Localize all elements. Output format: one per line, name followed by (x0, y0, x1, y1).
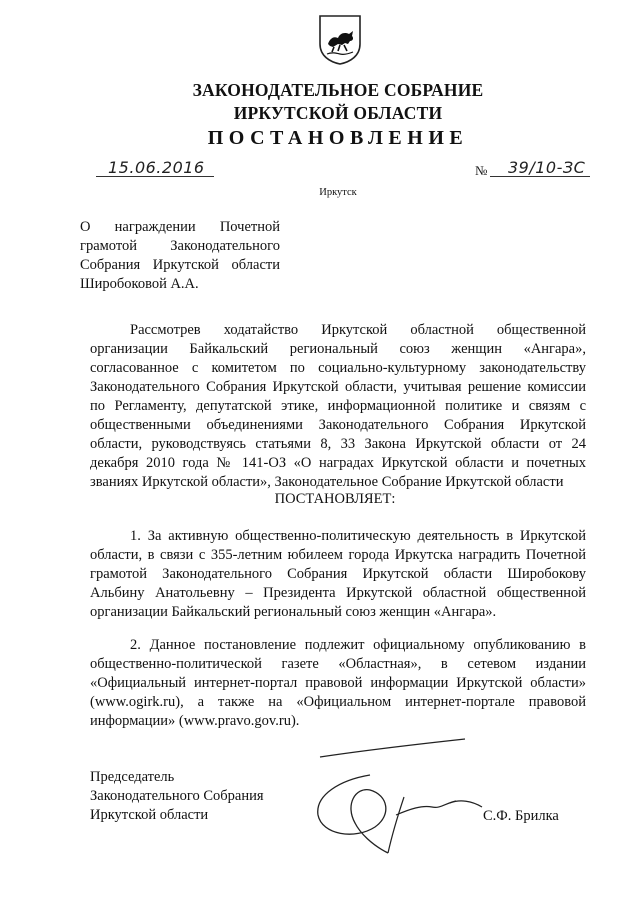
signatory-title (90, 768, 264, 825)
document-subject: О награждении Почетной грамотой Законодательного Собрания Иркутской области Широбоковой А.А. (80, 219, 280, 292)
resolution-item-1: 1. За активную общественно-политическую деятельность в Иркутской области, в связи с 355-летним юбилеем города Иркутска наградить Почетной грамотой Законодательного Собрания Иркутской области Широбокову Альбину Анатольевну – Президента Иркутской областной общественной организации Байкальский региональный союз женщин «Ангара». (90, 528, 586, 620)
signatory-title-line2: Законодательного Собрания (90, 788, 264, 804)
document-type-title: ПОСТАНОВЛЕНИЕ (207, 127, 469, 149)
number-underline (490, 176, 590, 177)
city-name: Иркутск (319, 187, 357, 198)
number-sign: № (475, 163, 488, 178)
signatory-title-line3: Иркутской области (90, 807, 209, 823)
resolution-item-2: 2. Данное постановление подлежит официальному опубликованию в общественно-политической газете «Областная», в сетевом издании «Официальный интернет-портал правовой информации Иркутской области» (www.ogirk.ru), а также на «Официальном интернет-портале правовой информации» (www.pravo.gov.ru). (90, 637, 586, 729)
signatory-name: С.Ф. Брилка (483, 808, 559, 824)
signatory-title-line1: Председатель (90, 769, 175, 785)
organization-name-line2: ИРКУТСКОЙ ОБЛАСТИ (233, 103, 443, 123)
coat-of-arms-emblem (318, 14, 362, 66)
handwritten-signature (300, 735, 500, 865)
date-underline (96, 176, 214, 177)
document-date: 15.06.2016 (108, 158, 205, 177)
irkutsk-coat-of-arms-icon (318, 14, 362, 66)
resolves-heading: ПОСТАНОВЛЯЕТ: (274, 491, 396, 507)
organization-name-line1: ЗАКОНОДАТЕЛЬНОЕ СОБРАНИЕ (192, 80, 484, 100)
document-number: 39/10-ЗС (508, 158, 586, 177)
preamble-paragraph: Рассмотрев ходатайство Иркутской областной общественной организации Байкальский региональный союз женщин «Ангара», согласованное с комитетом по социально-культурному законодательству Законодательного Собрания Иркутской области, учитывая решение комиссии по Регламенту, депутатской этике, информационной политике и связям с общественными объединениями Законодательного Собрания Иркутской области, руководствуясь статьями 8, 33 Закона Иркутской области от 24 декабря 2010 года № 141-ОЗ «О наградах Иркутской области и почетных званиях Иркутской области», Законодательное Собрание Иркутской области (90, 322, 586, 490)
